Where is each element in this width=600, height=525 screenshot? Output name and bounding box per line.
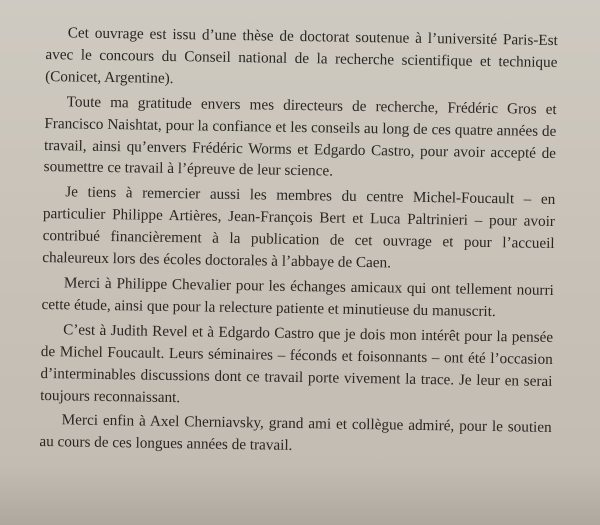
paragraph-chevalier: Merci à Philippe Chevalier pour les échanges amicaux qui ont tellement nourri cette étude, ainsi que pour la relecture patiente et minutieuse du manuscrit.	[41, 274, 554, 320]
paragraph-foucault-centre: Je tiens à remercier aussi les membres du centre Michel-Foucault – en particulier Philippe Artières, Jean-François Bert et Luca Paltrinieri – pour avoir contribué financièrement à la publication de cet ouvrage et pour l’accueil chaleureux lors des écoles doctorales à l’abbaye de Caen.	[42, 183, 556, 272]
paragraph-thesis-origin: Cet ouvrage est issu d’une thèse de doctorat soutenue à l’université Paris-Est avec le concours du Conseil national de la recherche scientifique et technique (Conicet, Argentine).	[45, 24, 558, 87]
paragraph-revel-castro: C’est à Judith Revel et à Edgardo Castro que je dois mon intérêt pour la pensée de Michel Foucault. Leurs séminaires – féconds et foisonnants – ont été l’occasion d’interminables discussions dont ce travail porte vivement la trace. Je leur en serai toujours reconnaissant.	[40, 321, 554, 406]
page-shadow	[0, 465, 600, 525]
acknowledgements-text	[39, 22, 558, 464]
paragraph-directors: Toute ma gratitude envers mes directeurs de recherche, Frédéric Gros et Francisco Naishtat, pour la confiance et les conseils au long de ces quatre années de travail, ainsi qu’envers Frédéric Worms et Edgardo Castro, pour avoir accepté de soumettre ce travail à l’épreuve de leur science.	[43, 93, 557, 180]
paragraph-cherniavsky: Merci enfin à Axel Cherniavsky, grand ami et collègue admiré, pour le soutien au cours de ces longues années de travail.	[39, 411, 552, 455]
